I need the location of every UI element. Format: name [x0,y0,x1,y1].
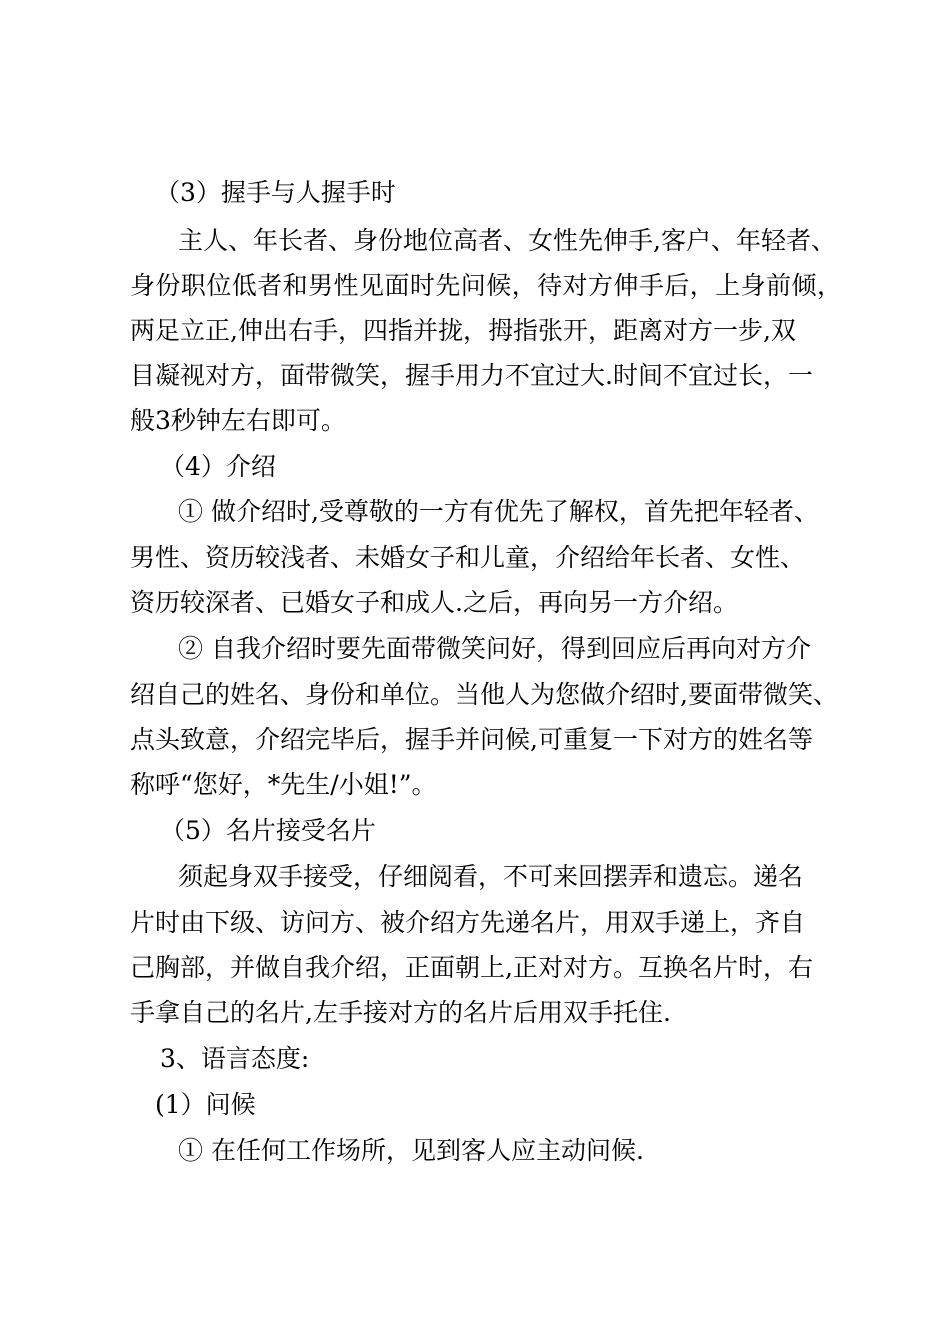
paragraph-line: ① 做介绍时,受尊敬的一方有优先了解权，首先把年轻者、 [178,497,819,526]
paragraph-line: 目凝视对方，面带微笑，握手用力不宜过大.时间不宜过长，一 [130,361,813,390]
paragraph-line: 般3秒钟左右即可。 [130,406,346,435]
paragraph-line: 手拿自己的名片,左手接对方的名片后用双手托住. [130,998,671,1027]
paragraph-line: 绍自己的姓名、身份和单位。当他人为您做介绍时,要面带微笑、 [130,680,838,709]
paragraph-line: 片时由下级、访问方、被介绍方先递名片，用双手递上，齐自 [130,908,806,937]
paragraph-line: 主人、年长者、身份地位高者、女性先伸手,客户、年轻者、 [178,226,836,255]
heading-language-attitude: 3、语言态度: [160,1044,310,1073]
heading-business-card: （5）名片接受名片 [160,816,376,845]
paragraph-line: ① 在任何工作场所，见到客人应主动问候. [178,1136,644,1165]
paragraph-line: 须起身双手接受，仔细阅看，不可来回摆弄和遗忘。递名 [178,862,804,891]
heading-greeting: (1）问候 [155,1090,256,1119]
heading-introduction: （4）介绍 [160,452,276,481]
paragraph-line: 点头致意，介绍完毕后，握手并问候,可重复一下对方的姓名等 [130,725,813,754]
paragraph-line: 资历较深者、已婚女子和成人.之后，再向另一方介绍。 [130,588,738,617]
paragraph-line: 身份职位低者和男性见面时先问候，待对方伸手后，上身前倾， [130,271,842,300]
paragraph-line: 称呼“您好，*先生/小姐!”。 [130,770,437,799]
paragraph-line: 己胸部，并做自我介绍，正面朝上,正对对方。互换名片时，右 [130,953,813,982]
heading-handshake: （3）握手与人握手时 [155,178,396,207]
paragraph-line: ② 自我介绍时要先面带微笑问好，得到回应后再向对方介 [178,634,811,663]
paragraph-line: 两足立正,伸出右手，四指并拢，拇指张开，距离对方一步,双 [130,316,796,345]
paragraph-line: 男性、资历较浅者、未婚女子和儿童，介绍给年长者、女性、 [130,543,806,572]
